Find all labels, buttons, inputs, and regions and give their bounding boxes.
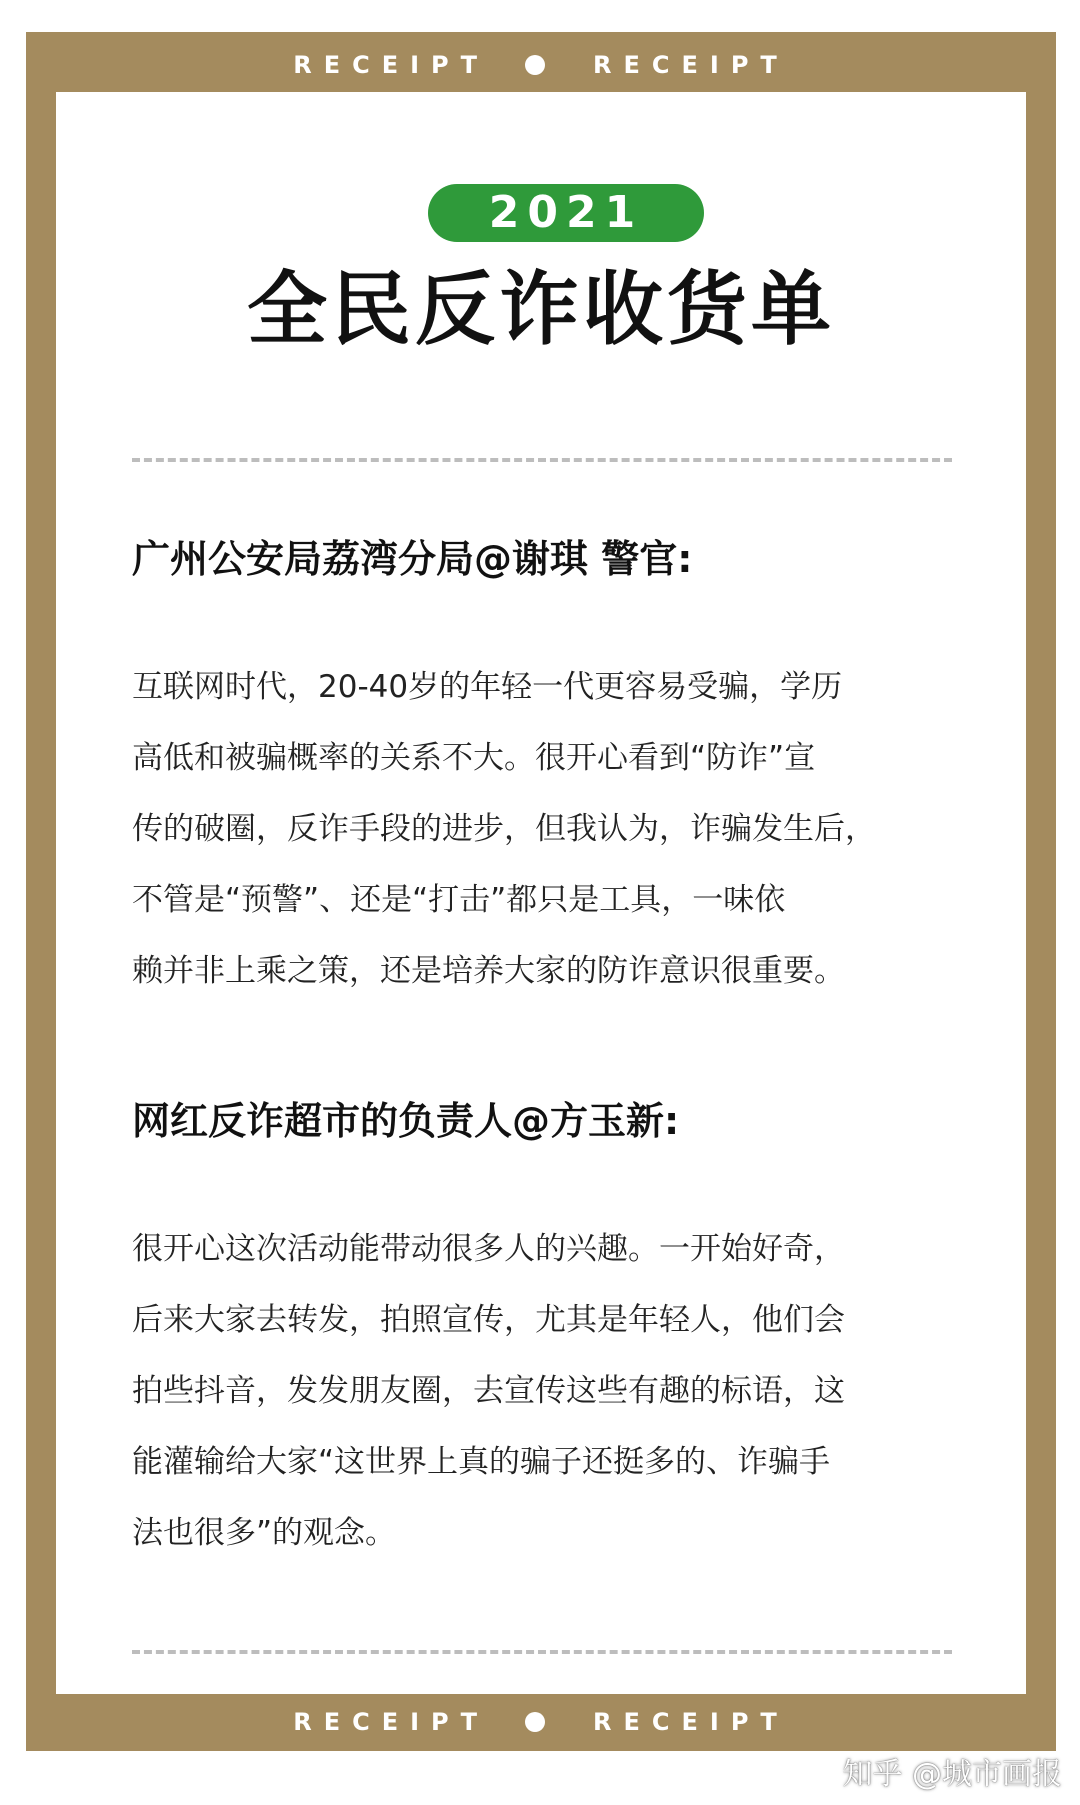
page-title: 全民反诈收货单 (247, 263, 835, 356)
section-1-line: 不管是“预警”、还是“打击”都只是工具，一味依 (132, 882, 786, 918)
section-2-speaker: 网红反诈超市的负责人@方玉新: (132, 1099, 680, 1143)
receipt-paper (56, 92, 1026, 1694)
footer-dot-icon (525, 1712, 545, 1732)
receipt-frame (26, 32, 1056, 1751)
section-1-line: 高低和被骗概率的关系不大。很开心看到“防诈”宣 (132, 740, 816, 776)
header-receipt-left: RECEIPT (293, 51, 489, 79)
section-2-line: 法也很多”的观念。 (132, 1515, 397, 1551)
footer-receipt-right: RECEIPT (593, 1708, 789, 1736)
section-1-line: 传的破圈，反诈手段的进步，但我认为，诈骗发生后， (132, 811, 876, 847)
footer-receipt-left: RECEIPT (293, 1708, 489, 1736)
year-badge: 2021 (428, 184, 704, 242)
footer-receipt-bar (26, 1693, 1056, 1751)
section-2-line: 拍些抖音，发发朋友圈，去宣传这些有趣的标语，这 (132, 1373, 845, 1409)
section-2-line: 后来大家去转发，拍照宣传，尤其是年轻人，他们会 (132, 1302, 845, 1338)
top-dashed-divider (132, 458, 952, 462)
header-receipt-bar (26, 36, 1056, 94)
section-1-line: 赖并非上乘之策，还是培养大家的防诈意识很重要。 (132, 953, 845, 989)
section-2-body (132, 1214, 958, 1569)
header-receipt-right: RECEIPT (593, 51, 789, 79)
section-1-line: 互联网时代，20-40岁的年轻一代更容易受骗，学历 (132, 669, 843, 705)
section-2-line: 很开心这次活动能带动很多人的兴趣。一开始好奇， (132, 1231, 845, 1267)
source-watermark: 知乎 @城市画报 (842, 1757, 1062, 1792)
section-1-speaker: 广州公安局荔湾分局@谢琪 警官: (132, 537, 693, 581)
bottom-dashed-divider (132, 1650, 952, 1654)
section-1-body (132, 652, 958, 1007)
header-dot-icon (525, 55, 545, 75)
section-2-line: 能灌输给大家“这世界上真的骗子还挺多的、诈骗手 (132, 1444, 831, 1480)
